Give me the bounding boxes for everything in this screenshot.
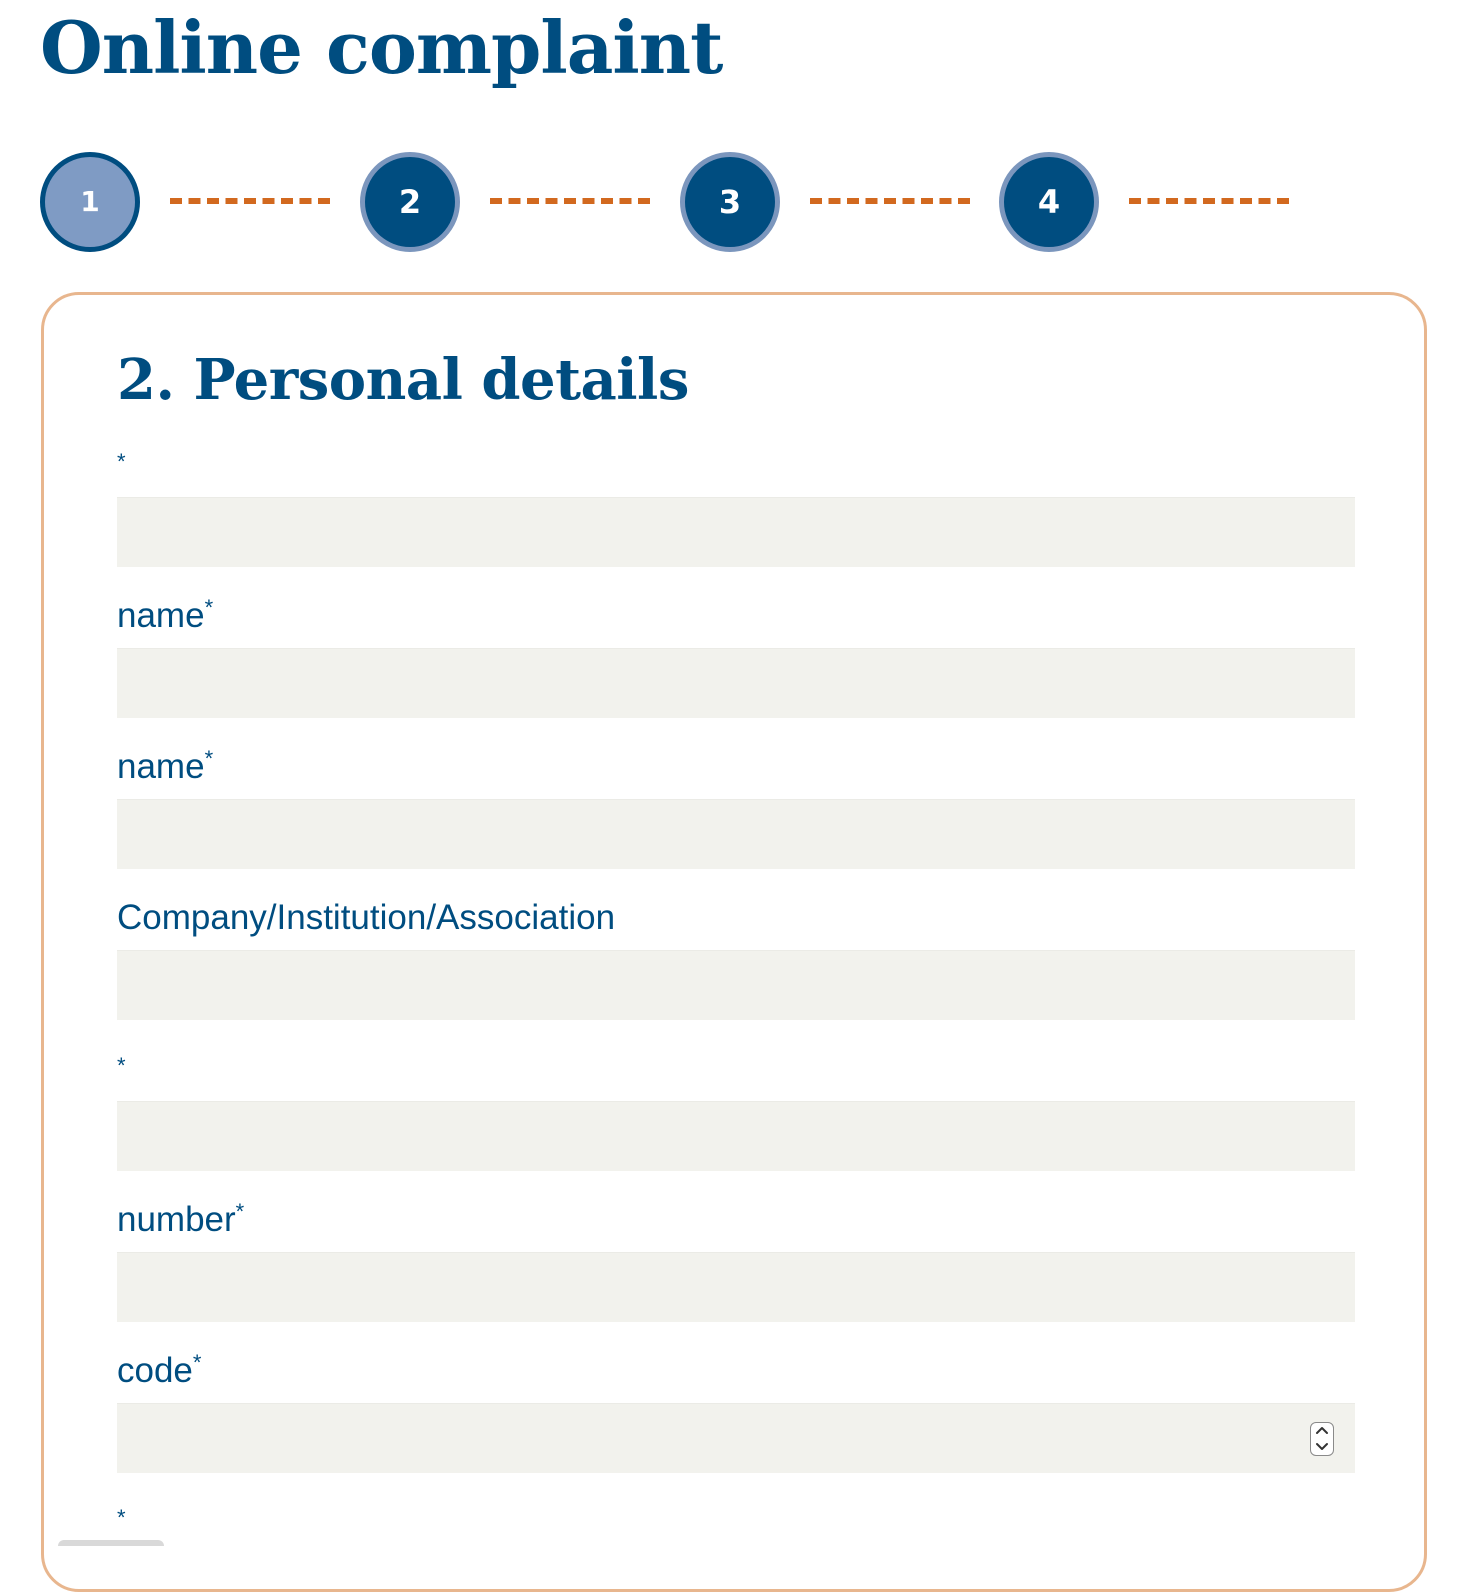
required-mark: * xyxy=(192,1350,202,1375)
required-mark: * xyxy=(117,1505,126,1530)
step-connector-4 xyxy=(1129,198,1289,204)
floating-widget-edge xyxy=(58,1540,164,1546)
section-title: 2. Personal details xyxy=(117,347,689,413)
field-label-7 xyxy=(117,1349,201,1393)
field-label-3 xyxy=(117,745,213,789)
step-4[interactable] xyxy=(999,152,1099,252)
field-label-5 xyxy=(117,1044,126,1088)
step-circle-1[interactable]: 1 xyxy=(40,152,140,252)
required-mark: * xyxy=(117,1053,126,1078)
form-card xyxy=(41,292,1427,1592)
step-circle-4[interactable]: 4 xyxy=(999,152,1099,252)
step-circle-3[interactable]: 3 xyxy=(680,152,780,252)
form-input-7[interactable] xyxy=(117,1403,1355,1473)
step-connector-2 xyxy=(490,198,650,204)
step-connector-1 xyxy=(170,198,330,204)
page-title: Online complaint xyxy=(40,5,723,90)
step-1[interactable] xyxy=(40,152,140,252)
required-mark: * xyxy=(204,746,214,771)
spinner-icon[interactable] xyxy=(1310,1422,1334,1456)
required-mark: * xyxy=(235,1199,245,1224)
field-label-6 xyxy=(117,1198,244,1242)
required-mark: * xyxy=(204,595,214,620)
step-connector-3 xyxy=(810,198,970,204)
form-input-4[interactable] xyxy=(117,950,1355,1020)
progress-stepper xyxy=(40,152,1300,252)
chevron-up-icon[interactable] xyxy=(1311,1423,1333,1439)
required-mark: * xyxy=(117,449,126,474)
form-input-2[interactable] xyxy=(117,648,1355,718)
step-circle-2[interactable]: 2 xyxy=(360,152,460,252)
field-label-2 xyxy=(117,594,213,638)
field-label-8 xyxy=(117,1496,126,1540)
form-input-1[interactable] xyxy=(117,497,1355,567)
form-input-3[interactable] xyxy=(117,799,1355,869)
chevron-down-icon[interactable] xyxy=(1311,1439,1333,1455)
field-label-text: Company/Institution/Association xyxy=(117,898,616,937)
field-label-text: code xyxy=(117,1351,193,1390)
field-label-1 xyxy=(117,440,126,484)
form-input-6[interactable] xyxy=(117,1252,1355,1322)
field-label-text: name xyxy=(117,596,205,635)
form-input-5[interactable] xyxy=(117,1101,1355,1171)
step-2[interactable] xyxy=(360,152,460,252)
step-3[interactable] xyxy=(680,152,780,252)
field-label-text: name xyxy=(117,747,205,786)
field-label-4 xyxy=(117,896,615,940)
field-label-text: number xyxy=(117,1200,236,1239)
